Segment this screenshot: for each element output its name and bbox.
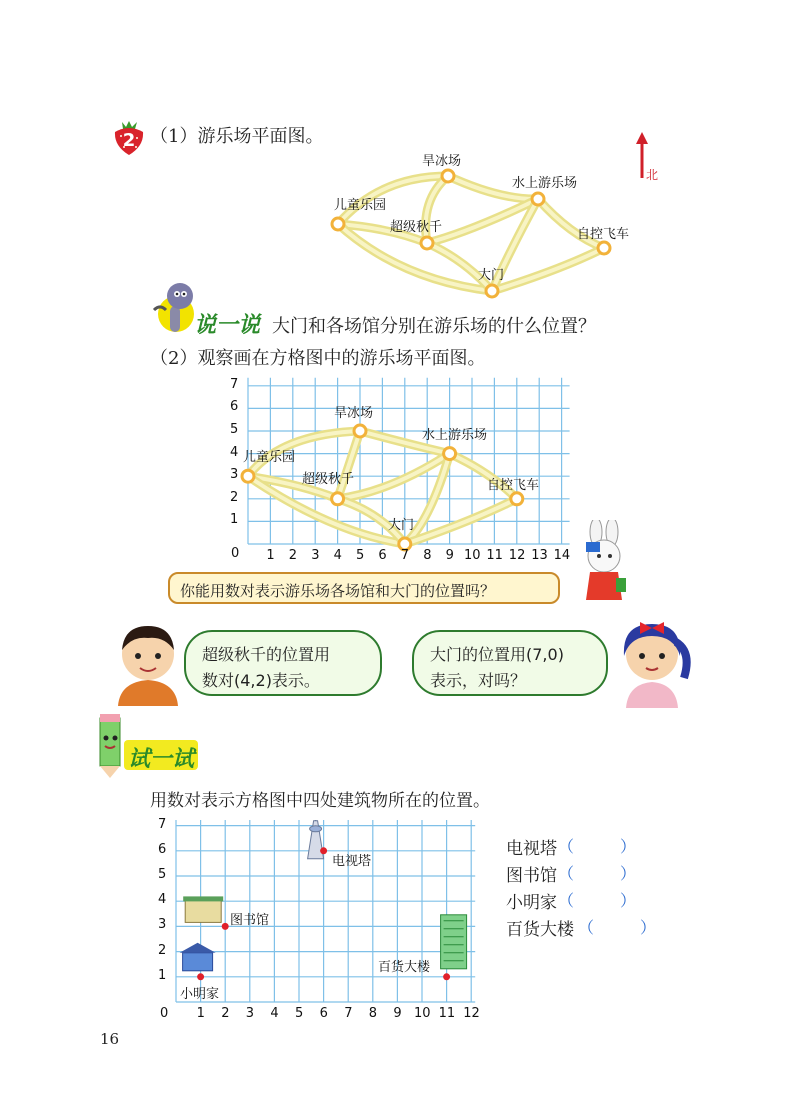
map1-node-plane — [598, 242, 610, 254]
try-instruction: 用数对表示方格图中四处建筑物所在的位置。 — [150, 791, 490, 811]
boy-speech-bubble — [184, 630, 382, 696]
map1-node-kids — [332, 218, 344, 230]
map1-label-plane: 自控飞车 — [577, 227, 630, 242]
grid2-xtick: 7 — [400, 548, 410, 563]
map1-label-kids: 儿童乐园 — [334, 198, 387, 213]
location-dot-tv — [320, 847, 327, 854]
north-label: 北 — [646, 168, 659, 182]
grid3-xtick: 6 — [319, 1006, 328, 1021]
answer-close-bracket: ） — [620, 891, 637, 910]
grid2-node-kids — [242, 470, 254, 482]
location-dot-library — [222, 923, 229, 930]
answer-open-bracket: （ — [558, 891, 575, 910]
grid2-xtick: 11 — [486, 548, 503, 563]
grid2-origin: 0 — [231, 546, 240, 561]
library-building-icon — [185, 900, 221, 922]
grid3-ytick: 4 — [158, 892, 167, 908]
grid2-label-water: 水上游乐场 — [422, 428, 488, 443]
answer-row — [506, 915, 666, 942]
grid3-xtick: 4 — [270, 1006, 279, 1021]
grid2-xtick: 2 — [288, 548, 298, 563]
map1-node-ice — [442, 170, 454, 182]
tv-tower-pod — [310, 826, 322, 832]
grid2-ytick: 1 — [230, 512, 239, 528]
grid2-label-gate: 大门 — [388, 518, 415, 533]
section1-title: （1）游乐场平面图。 — [150, 126, 324, 147]
strawberry-badge-icon — [112, 118, 146, 156]
grid2-ytick: 4 — [230, 444, 239, 460]
grid3-ytick: 6 — [158, 841, 167, 857]
grid3-label-tv: 电视塔 — [332, 854, 372, 869]
girl-line-2: 表示，对吗？ — [430, 671, 527, 690]
grid2-node-ice — [354, 425, 366, 437]
map1-label-water: 水上游乐场 — [512, 176, 578, 191]
grid2-xtick: 6 — [378, 548, 387, 563]
girl-line-1: 大门的位置用(7,0) — [430, 645, 564, 664]
rabbit-character-icon — [572, 520, 632, 610]
map1-label-ice: 旱冰场 — [422, 154, 462, 169]
grid3-ytick: 3 — [158, 917, 167, 933]
try-header: 试一试 — [128, 747, 195, 772]
grid2-node-water — [444, 448, 456, 460]
answer-label: 电视塔 — [506, 839, 557, 859]
grid3-xtick: 3 — [245, 1006, 255, 1021]
grid3-ytick: 5 — [158, 867, 167, 882]
answer-list — [506, 834, 666, 942]
answer-close-bracket: ） — [620, 837, 637, 856]
grid2-xtick: 12 — [508, 548, 526, 563]
grid3-xtick: 2 — [221, 1006, 230, 1021]
grid2-xtick: 14 — [553, 548, 571, 563]
answer-open-bracket: （ — [578, 918, 595, 937]
grid2-label-plane: 自控飞车 — [487, 478, 540, 493]
grid2-ytick: 3 — [230, 467, 239, 483]
grid3-ytick: 2 — [158, 942, 167, 958]
speak-question: 大门和各场馆分别在游乐场的什么位置？ — [272, 316, 596, 337]
grid2-label-kids: 儿童乐园 — [243, 450, 296, 465]
map1-node-gate — [486, 285, 498, 297]
grid3-xtick: 12 — [463, 1006, 480, 1021]
location-dot-store — [443, 973, 450, 980]
answer-open-bracket: （ — [558, 864, 575, 883]
answer-label: 百货大楼 — [506, 920, 574, 940]
grid2-ytick: 7 — [230, 376, 239, 392]
girl-speech-bubble — [412, 630, 608, 696]
microphone-mascot-icon — [150, 280, 198, 336]
map1-node-water — [532, 193, 544, 205]
answer-open-bracket: （ — [558, 837, 575, 856]
answer-row — [506, 888, 666, 915]
grid3-origin: 0 — [160, 1006, 169, 1021]
answer-label: 小明家 — [506, 893, 557, 913]
answer-row — [506, 861, 666, 888]
grid3-xtick: 5 — [295, 1006, 304, 1021]
grid3-xtick: 8 — [368, 1006, 378, 1021]
grid3-xtick: 7 — [344, 1006, 353, 1021]
grid2-label-ice: 旱冰场 — [334, 406, 374, 421]
speak-header: 说一说 — [194, 313, 261, 338]
grid3-ytick: 1 — [158, 967, 167, 983]
grid2-xtick: 4 — [333, 548, 342, 563]
boy-character-icon — [112, 620, 184, 706]
home-roof — [180, 943, 216, 953]
boy-line-1: 超级秋千的位置用 — [202, 645, 331, 664]
section2-title: （2）观察画在方格图中的游乐场平面图。 — [150, 348, 486, 369]
boy-line-2: 数对(4,2)表示。 — [202, 671, 320, 690]
page-number: 16 — [100, 1030, 120, 1048]
girl-character-icon — [612, 612, 692, 708]
location-dot-home — [197, 973, 204, 980]
grid2-ytick: 5 — [230, 422, 239, 437]
grid2-ytick: 6 — [230, 399, 239, 415]
map1-node-swing — [421, 237, 433, 249]
grid3-xtick: 11 — [438, 1006, 456, 1021]
answer-close-bracket: ） — [640, 918, 657, 937]
grid2-xtick: 10 — [464, 548, 481, 563]
grid2-road-ice-swing-inner — [338, 431, 360, 499]
grid3-ytick: 7 — [158, 816, 167, 832]
grid2-xtick: 9 — [445, 548, 454, 563]
grid2-xtick: 1 — [266, 548, 275, 563]
badge-number: 2 — [122, 130, 136, 151]
grid3-label-library: 图书馆 — [230, 913, 270, 928]
grid3-xtick: 10 — [414, 1006, 431, 1021]
park-grid-map — [220, 372, 580, 572]
library-roof — [183, 896, 223, 901]
grid2-xtick: 13 — [531, 548, 548, 563]
grid3-label-store: 百货大楼 — [378, 960, 431, 975]
answer-row — [506, 834, 666, 861]
map1-label-gate: 大门 — [478, 268, 505, 283]
grid3-xtick: 1 — [196, 1006, 205, 1021]
grid2-xtick: 8 — [423, 548, 432, 563]
answer-close-bracket: ） — [620, 864, 637, 883]
grid2-node-swing — [332, 493, 344, 505]
question-box: 你能用数对表示游乐场各场馆和大门的位置吗？ — [168, 572, 560, 604]
answer-label: 图书馆 — [506, 866, 557, 886]
grid2-xtick: 3 — [311, 548, 320, 563]
grid2-node-plane — [511, 493, 523, 505]
buildings-grid-map — [170, 820, 490, 1010]
grid3-xtick: 9 — [393, 1006, 402, 1021]
grid2-ytick: 2 — [230, 489, 239, 505]
grid2-label-swing: 超级秋千 — [302, 472, 355, 487]
home-building-icon — [183, 953, 213, 971]
grid3-label-home: 小明家 — [180, 987, 220, 1002]
grid2-xtick: 5 — [356, 548, 365, 563]
map1-label-swing: 超级秋千 — [390, 220, 443, 235]
